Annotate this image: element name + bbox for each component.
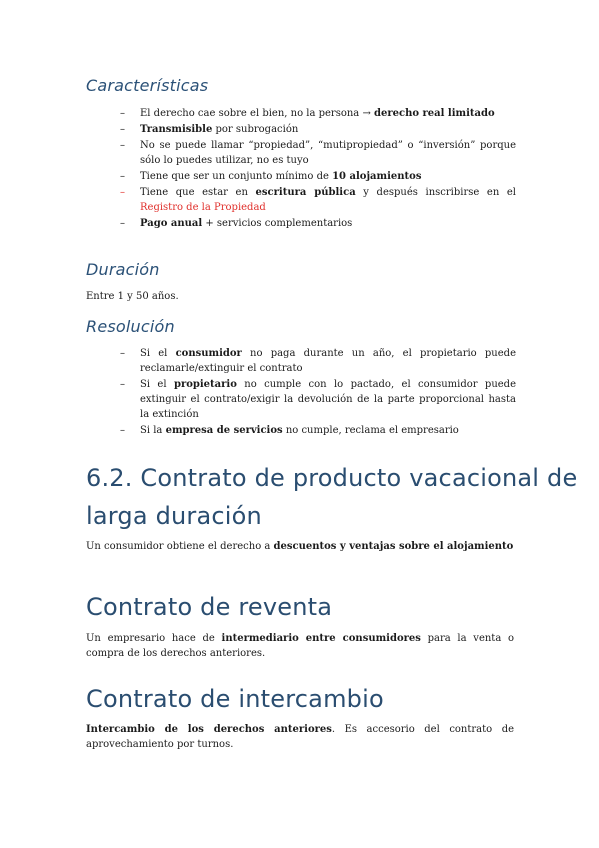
heading-caracteristicas: Características [86, 76, 209, 95]
list-item: – No se puede llamar “propiedad”, “mutipropiedad” o “inversión” porque sólo lo puedes utilizar, no es tuyo [120, 140, 516, 166]
heading-contrato-reventa: Contrato de reventa [86, 593, 333, 621]
section-6-2-text: Un consumidor obtiene el derecho a descuentos y ventajas sobre el alojamiento [86, 541, 514, 552]
resolucion-list [86, 346, 516, 439]
reventa-text: Un empresario hace de intermediario entre consumidores para la venta o compra de los derechos anteriores. [86, 633, 514, 659]
duracion-text: Entre 1 y 50 años. [86, 291, 179, 302]
list-item: – Pago anual + servicios complementarios [120, 218, 353, 229]
list-item: – El derecho cae sobre el bien, no la persona → derecho real limitado [120, 108, 495, 119]
list-item: – Si el propietario no cumple con lo pactado, el consumidor puede extinguir el contrato/exigir la devolución de la parte proporcional hasta la extinción [120, 379, 517, 420]
heading-6-2-line1: 6.2. Contrato de producto vacacional de [86, 464, 578, 492]
registro-propiedad-text: Registro de la Propiedad [140, 202, 266, 213]
heading-duracion: Duración [86, 260, 160, 279]
list-item: – Si la empresa de servicios no cumple, reclama el empresario [120, 425, 459, 436]
list-item: – Tiene que ser un conjunto mínimo de 10 alojamientos [120, 171, 422, 182]
caracteristicas-list [86, 106, 516, 232]
heading-resolucion: Resolución [86, 317, 175, 336]
list-item: – Si el consumidor no paga durante un año, el propietario puede reclamarle/extinguir el contrato [120, 348, 516, 374]
heading-6-2-line2: larga duración [86, 502, 262, 530]
list-item: – Transmisible por subrogación [120, 124, 299, 135]
heading-contrato-intercambio: Contrato de intercambio [86, 685, 384, 713]
list-item: – Tiene que estar en escritura pública y después inscribirse en el Registro de la Propiedad [120, 187, 516, 213]
intercambio-text: Intercambio de los derechos anteriores. Es accesorio del contrato de aprovechamiento por turnos. [86, 724, 515, 750]
